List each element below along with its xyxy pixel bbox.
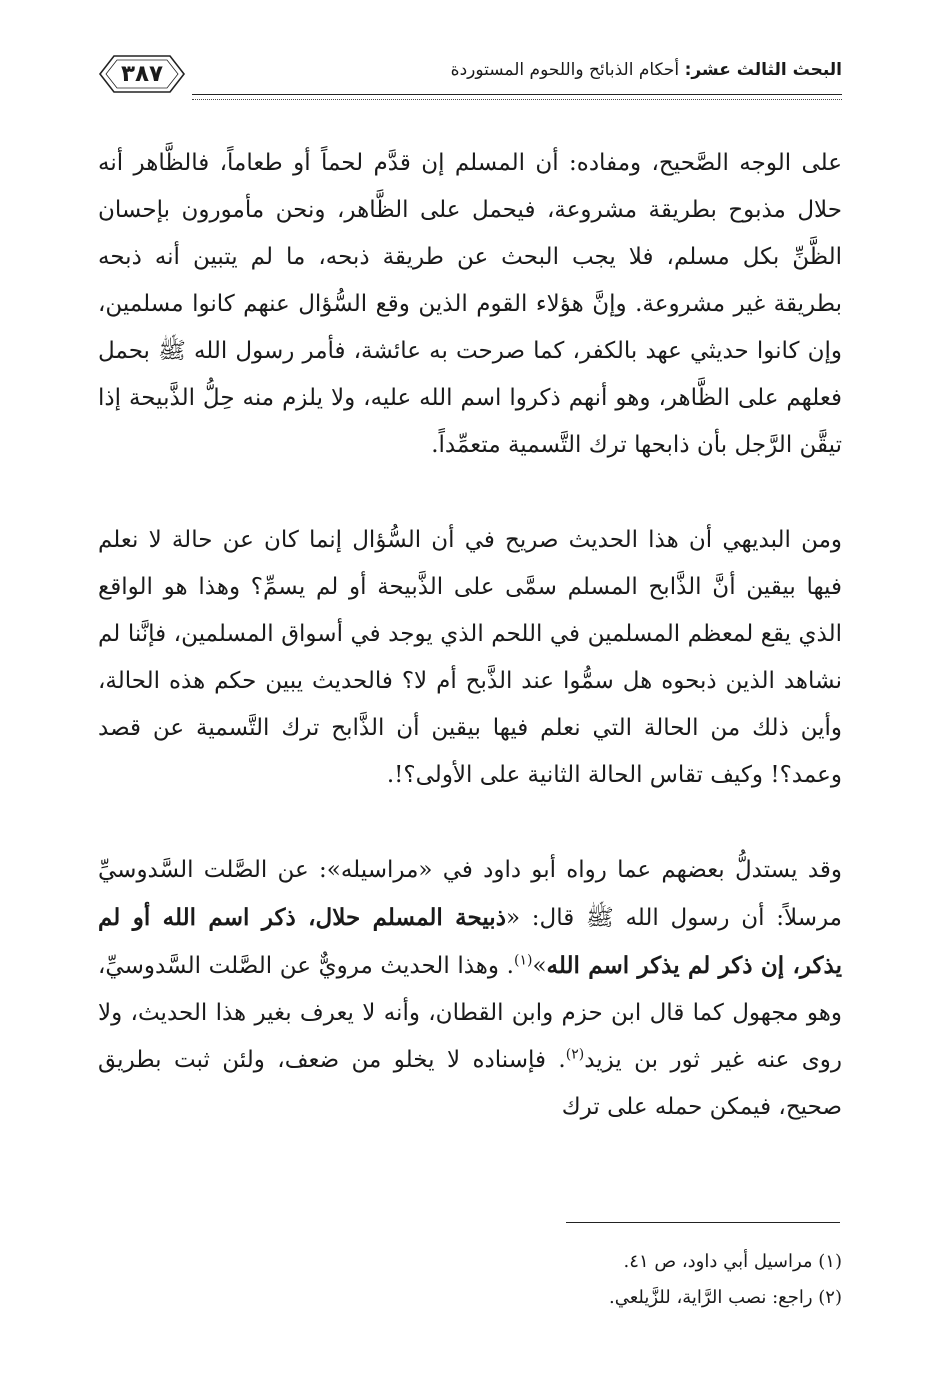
footnote-2: (٢) راجع: نصب الرَّاية، للزَّيلعي.	[608, 1287, 842, 1308]
footnote-rule	[566, 1222, 840, 1223]
footnote-ref-1: (١)	[514, 952, 533, 969]
paragraph-2: ومن البديهي أن هذا الحديث صريح في أن السُّؤال إنما كان عن حالة لا نعلم فيها بيقين أنَّ الذَّابح المسلم سمَّى على الذَّبيحة أو لم يسمِّ؟ وهذا هو الواقع الذي يقع لمعظم المسلمين في اللحم الذي يوجد في أسواق المسلمين، فإنَّنا لم نشاهد الذين ذبحوه هل سمُّوا عند الذَّبح أم لا؟ فالحديث يبين حكم هذه الحالة، وأين ذلك من الحالة التي نعلم فيها بيقين أن الذَّابح ترك التَّسمية عن قصد وعمد؟! وكيف تقاس الحالة الثانية على الأولى؟!.	[98, 527, 842, 788]
header-rule	[192, 94, 842, 95]
footnote-1: (١) مراسيل أبي داود، ص ٤١.	[623, 1251, 842, 1272]
footnotes	[98, 1244, 842, 1316]
paragraph-3-part-3: . وهذا الحديث مرويٌّ عن الصَّلت السَّدوسيِّ، وهو مجهول كما قال ابن حزم وابن القطان، وأنه لا يعرف بغير هذا الحديث، ولا روى عنه غير ثور بن يزيد	[98, 953, 842, 1073]
paragraph-3	[98, 847, 842, 1131]
chapter-title: أحكام الذبائح واللحوم المستوردة	[450, 60, 680, 80]
running-header	[96, 52, 842, 104]
footnote-ref-2: (٢)	[565, 1046, 585, 1063]
page-number: ٣٨٧	[120, 61, 164, 87]
hadith-quote: ذبيحة المسلم حلال، ذكر اسم الله أو لم يذكر، إن ذكر لم يذكر اسم الله	[98, 904, 842, 979]
paragraph-3-part-4: . فإسناده لا يخلو من ضعف، ولئن ثبت بطريق صحيح، فيمكن حمله على ترك	[98, 1047, 842, 1120]
header-rule-dotted	[192, 99, 842, 100]
paragraph-3-part-2: »	[532, 953, 547, 979]
main-text	[98, 140, 842, 1131]
running-title	[451, 60, 842, 80]
paragraph-1: على الوجه الصَّحيح، ومفاده: أن المسلم إن قدَّم لحماً أو طعاماً، فالظَّاهر أنه حلال مذبوح بطريقة مشروعة، فيحمل على الظَّاهر، ونحن مأمورون بإحسان الظَّنِّ بكل مسلم، فلا يجب البحث عن طريقة ذبحه، ما لم يتبين أنه ذبحه بطريقة غير مشروعة. وإنَّ هؤلاء القوم الذين وقع السُّؤال عنهم كانوا مسلمين، وإن كانوا حديثي عهد بالكفر، كما صرحت به عائشة، فأمر رسول الله ﷺ بحمل فعلهم على الظَّاهر، وهو أنهم ذكروا اسم الله عليه، ولا يلزم منه حِلُّ الذَّبيحة إذا تيقَّن الرَّجل بأن ذابحها ترك التَّسمية متعمِّداً.	[98, 150, 842, 458]
chapter-label: البحث الثالث عشر:	[684, 60, 842, 80]
paragraph-3-part-1: وقد يستدلُّ بعضهم عما رواه أبو داود في «مراسيله»: عن الصَّلت السَّدوسيِّ مرسلاً: أن رسول الله ﷺ قال: «	[98, 857, 842, 931]
page-number-frame	[96, 52, 188, 96]
